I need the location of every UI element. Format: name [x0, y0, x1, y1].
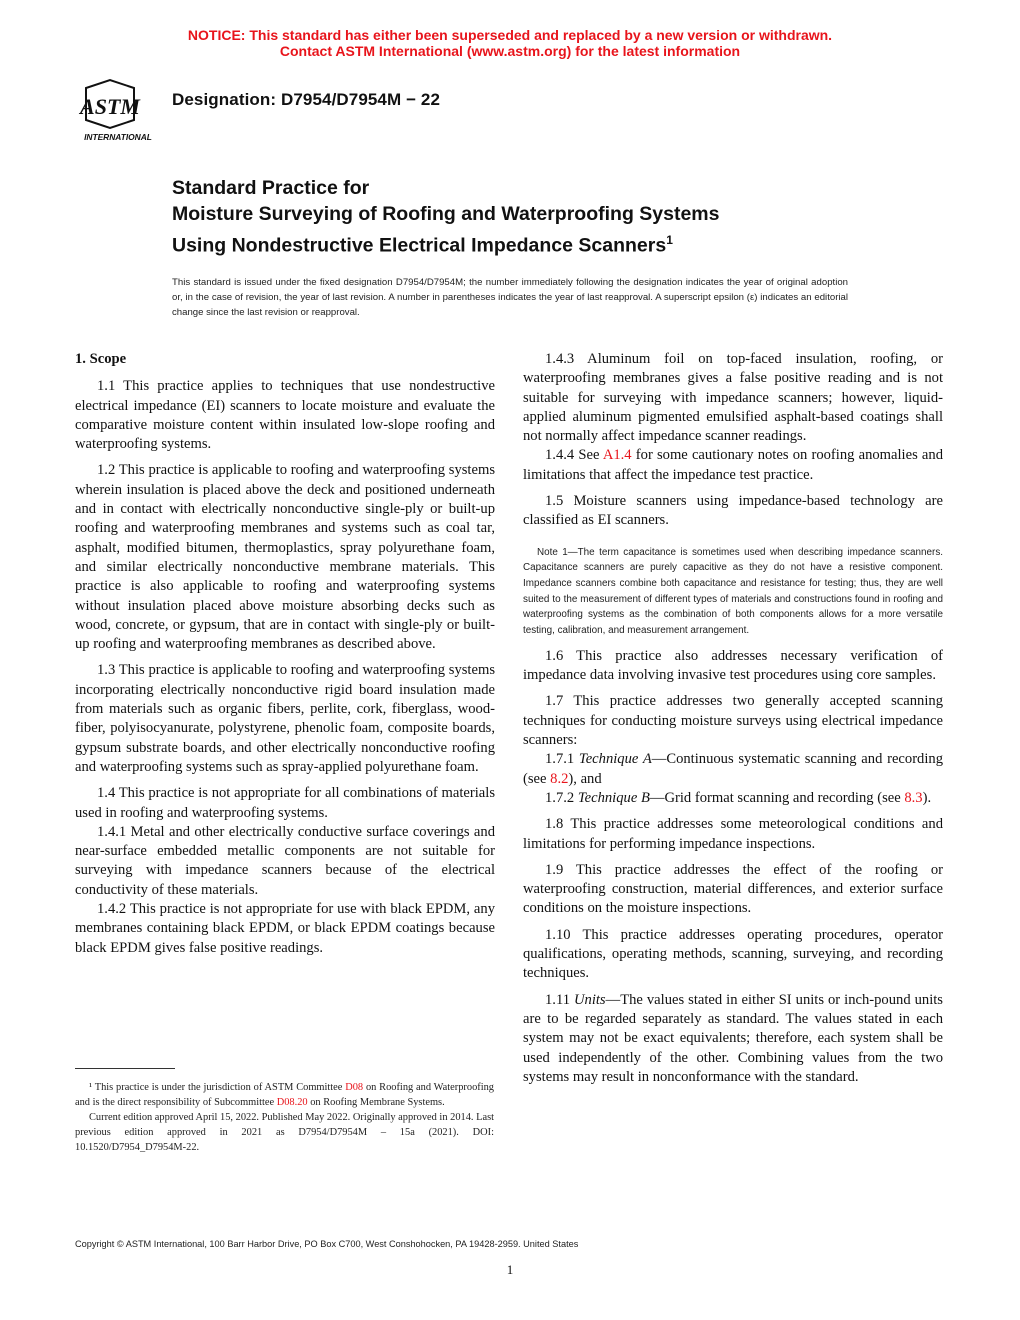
note-1: Note 1—The term capacitance is sometimes used when describing impedance scanners. Capacitance scanners are purely capacitive as they do not have a resistive component. Impedance scanners combine both capacitance and resistance for testing; thus, they are well suited to the measurement of different types of materials and constructions found in roofing and waterproofing systems as the combination of both components allows for a more versatile testing, calibration, and measurement arrangement. [523, 546, 943, 637]
paragraph-1-6: 1.6 This practice also addresses necessary verification of impedance data involving invasive test procedures using core samples. [523, 647, 943, 684]
paragraph-1-11: 1.11 Units—The values stated in either SI units or inch-pound units are to be regarded separately as standard. The values stated in each system may not be exact equivalents; therefore, each system shall be used independently of the other. Combining values from the two systems may result in nonconformance with the standard. [523, 991, 943, 1085]
footnote-edition: Current edition approved April 15, 2022. Published May 2022. Originally approved in 2014. Last previous edition approved in 2021 as D7954/D7954M – 15a (2021). DOI: 10.1520/D7954_D7954M-22. [75, 1112, 494, 1153]
paragraph-1-4-1: 1.4.1 Metal and other electrically conductive surface coverings and near-surface embedded metallic components are not suitable for surveying with impedance scanners because of the electrical conductivity of these materials. [75, 823, 495, 898]
link-8-3[interactable]: 8.3 [904, 789, 923, 806]
paragraph-1-5: 1.5 Moisture scanners using impedance-based technology are classified as EI scanners. [523, 493, 943, 529]
paragraph-1-4-4: 1.4.4 See A1.4 for some cautionary notes on roofing anomalies and limitations that affect the impedance test practice. [523, 447, 944, 483]
title-line-2: Moisture Surveying of Roofing and Waterproofing Systems [172, 203, 720, 225]
copyright-line: Copyright © ASTM International, 100 Barr Harbor Drive, PO Box C700, West Conshohocken, PA 19428-2959. United States [75, 1239, 579, 1249]
paragraph-1-8: 1.8 This practice addresses some meteorological conditions and limitations for performing impedance inspections. [523, 816, 943, 852]
link-a1-4[interactable]: A1.4 [602, 447, 632, 464]
astm-logo [74, 76, 160, 146]
paragraph-1-2: 1.2 This practice is applicable to roofing and waterproofing systems wherein insulation is placed above the deck and positioned underneath and in contact with electrically nonconductive single-ply or built-up roofing and waterproofing membranes and systems such as coal tar, asphalt, modified bitumen, thermoplastics, spray polyurethane foam, and similar electrically nonconductive membrane materials. This practice is also applicable to roofing and waterproofing systems without insulation placed above moisture absorbing decks such as wood, concrete, or gypsum, that are in contact with single-ply or built-up roofing and waterproofing membranes as described above. [75, 462, 495, 653]
paragraph-1-7: 1.7 This practice addresses two generally accepted scanning techniques for conducting moisture surveys using electrical impedance scanners: [523, 693, 943, 749]
notice-line-1: NOTICE: This standard has either been superseded and replaced by a new version or withdrawn. [187, 27, 833, 43]
paragraph-1-3: 1.3 This practice is applicable to roofing and waterproofing systems incorporating electrically nonconductive rigid board insulation made from materials such as organic fibers, perlite, cork, fiberglass, wood-fiber, polyisocyanurate, polystyrene, phenolic foam, composite boards, gypsum substrate boards, and other electrically nonconductive roofing and waterproofing systems such as spray-applied polyurethane foam. [75, 662, 495, 775]
issuance-statement: This standard is issued under the fixed designation D7954/D7954M; the number immediately following the designation indicates the year of original adoption or, in the case of revision, the year of last revision. A number in parentheses indicates the year of last reapproval. A superscript epsilon (ε) indicates an editorial change since the last revision or reapproval. [172, 277, 848, 318]
paragraph-1-4-2: 1.4.2 This practice is not appropriate for use with black EPDM, any membranes containing black EPDM, or black EPDM coatings because black EPDM gives false positive readings. [75, 901, 495, 956]
paragraph-1-4-3: 1.4.3 Aluminum foil on top-faced insulation, roofing, or waterproofing membranes gives a false positive reading and is not suitable for surveying with impedance scanners; however, liquid-applied aluminum pigmented emulsified asphalt-based coatings shall not normally affect impedance scanner readings. [523, 351, 943, 445]
link-8-2[interactable]: 8.2 [550, 770, 569, 787]
document-title [172, 175, 892, 259]
title-line-3: Using Nondestructive Electrical Impedance Scanners$^1$ [172, 233, 673, 257]
section-heading-scope: 1. Scope [75, 351, 127, 367]
title-footnote-mark: 1 [666, 233, 673, 247]
link-d08[interactable]: D08 [345, 1082, 364, 1093]
title-line-1: Standard Practice for [172, 177, 370, 199]
footnote-1: ¹ This practice is under the jurisdiction of ASTM Committee D08 on Roofing and Waterproofing and is the direct responsibility of Subcommittee D08.20 on Roofing Membrane Systems. [75, 1082, 494, 1108]
logo-text: ASTM [80, 94, 140, 119]
designation: Designation: D7954/D7954M − 22 [172, 90, 441, 109]
paragraph-1-4: 1.4 This practice is not appropriate for all combinations of materials used in roofing and waterproofing systems. [75, 785, 495, 821]
paragraph-1-7-1: 1.7.1 Technique A—Continuous systematic scanning and recording (see 8.2), and [523, 751, 943, 787]
paragraph-1-10: 1.10 This practice addresses operating procedures, operator qualifications, operating methods, scanning, surveying, and recording techniques. [523, 926, 943, 982]
link-d08-20[interactable]: D08.20 [276, 1097, 308, 1108]
notice-line-2: Contact ASTM International (www.astm.org) for the latest information [279, 43, 741, 59]
right-column [523, 350, 943, 1094]
page-number: 1 [506, 1262, 514, 1277]
paragraph-1-1: 1.1 This practice applies to techniques that use nondestructive electrical impedance (EI) scanners to locate moisture and evaluate the comparative moisture content within insulated low-slope roofing and waterproofing systems. [75, 378, 495, 453]
footnote [75, 1080, 494, 1155]
footnote-divider [75, 1068, 175, 1069]
paragraph-1-7-2: 1.7.2 Technique B—Grid format scanning and recording (see 8.3). [545, 789, 932, 806]
paragraph-1-9: 1.9 This practice addresses the effect of the roofing or waterproofing construction, material differences, and exterior surface conditions on the moisture inspections. [523, 861, 943, 917]
withdrawn-notice [0, 27, 1020, 59]
left-column [75, 350, 495, 965]
logo-subtitle: INTERNATIONAL [84, 132, 152, 142]
